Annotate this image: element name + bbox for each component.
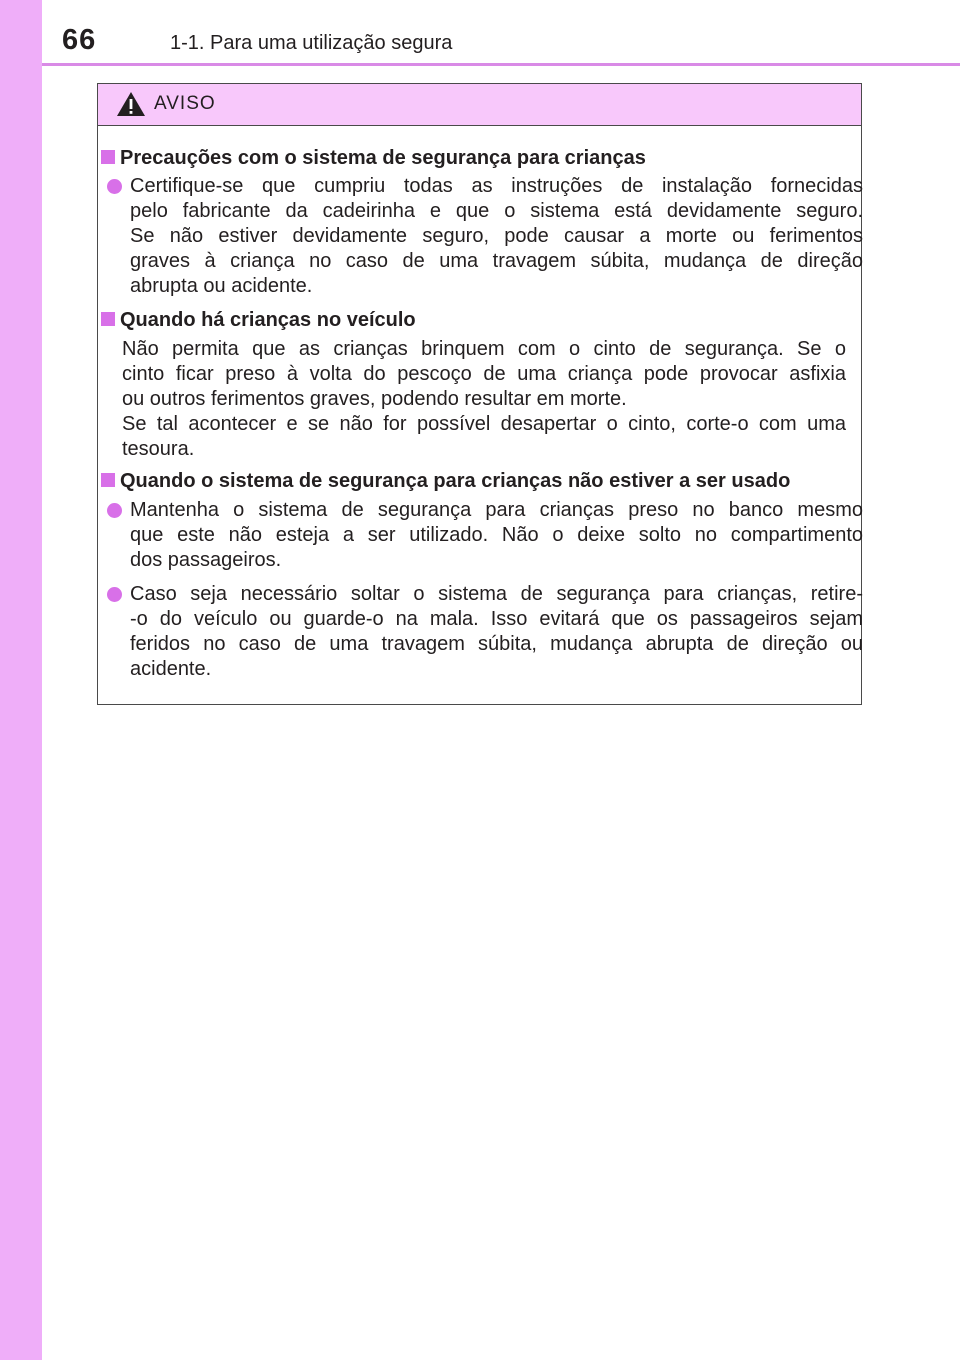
text-line: Se tal acontecer e se não for possível desapertar o cinto, corte-o com uma bbox=[122, 413, 846, 435]
text-line: Não permita que as crianças brinquem com o cinto de segurança. Se o bbox=[122, 338, 846, 360]
square-bullet-icon bbox=[101, 312, 115, 326]
section-heading-child-restraint-precautions bbox=[101, 146, 646, 171]
section-heading-text: Precauções com o sistema de segurança para crianças bbox=[120, 147, 646, 169]
bullet-text bbox=[130, 498, 863, 573]
section-heading-text: Quando há crianças no veículo bbox=[120, 309, 416, 331]
text-line: cinto ficar preso à volta do pescoço de uma criança pode provocar asfixia bbox=[122, 363, 846, 385]
text-line: dos passageiros. bbox=[130, 549, 282, 571]
header-rule bbox=[42, 63, 960, 66]
warning-triangle-icon bbox=[116, 91, 146, 117]
square-bullet-icon bbox=[101, 473, 115, 487]
paragraph bbox=[122, 337, 846, 462]
section-title: 1-1. Para uma utilização segura bbox=[170, 32, 453, 54]
section-heading-text: Quando o sistema de segurança para crianças não estiver a ser usado bbox=[120, 470, 791, 492]
text-line: Se não estiver devidamente seguro, pode causar a morte ou ferimentos bbox=[130, 225, 863, 247]
warning-title: AVISO bbox=[154, 93, 216, 114]
text-line: abrupta ou acidente. bbox=[130, 275, 313, 297]
text-line: Caso seja necessário soltar o sistema de segurança para crianças, retire- bbox=[130, 583, 863, 605]
section-heading-children-in-vehicle bbox=[101, 308, 416, 333]
text-line: que este não esteja a ser utilizado. Não o deixe solto no compartimento bbox=[130, 524, 863, 546]
text-line: feridos no caso de uma travagem súbita, mudança abrupta de direção ou bbox=[130, 633, 863, 655]
section-heading-restraint-not-in-use bbox=[101, 469, 790, 494]
warning-box bbox=[97, 83, 862, 705]
text-line: graves à criança no caso de uma travagem súbita, mudança de direção bbox=[130, 250, 863, 272]
bullet-text bbox=[130, 582, 863, 682]
circle-bullet-icon bbox=[107, 179, 122, 194]
text-line: acidente. bbox=[130, 658, 212, 680]
text-line: Certifique-se que cumpriu todas as instruções de instalação fornecidas bbox=[130, 175, 863, 197]
bullet-text bbox=[130, 174, 863, 299]
text-line: ou outros ferimentos graves, podendo resultar em morte. bbox=[122, 388, 627, 410]
circle-bullet-icon bbox=[107, 503, 122, 518]
text-line: pelo fabricante da cadeirinha e que o sistema está devidamente seguro. bbox=[130, 200, 863, 222]
text-line: tesoura. bbox=[122, 438, 195, 460]
text-line: -o do veículo ou guarde-o na mala. Isso evitará que os passageiros sejam bbox=[130, 608, 863, 630]
circle-bullet-icon bbox=[107, 587, 122, 602]
page-number: 66 bbox=[62, 24, 97, 56]
warning-header bbox=[98, 84, 861, 126]
square-bullet-icon bbox=[101, 150, 115, 164]
side-stripe bbox=[0, 0, 42, 1360]
text-line: Mantenha o sistema de segurança para crianças preso no banco mesmo bbox=[130, 499, 863, 521]
